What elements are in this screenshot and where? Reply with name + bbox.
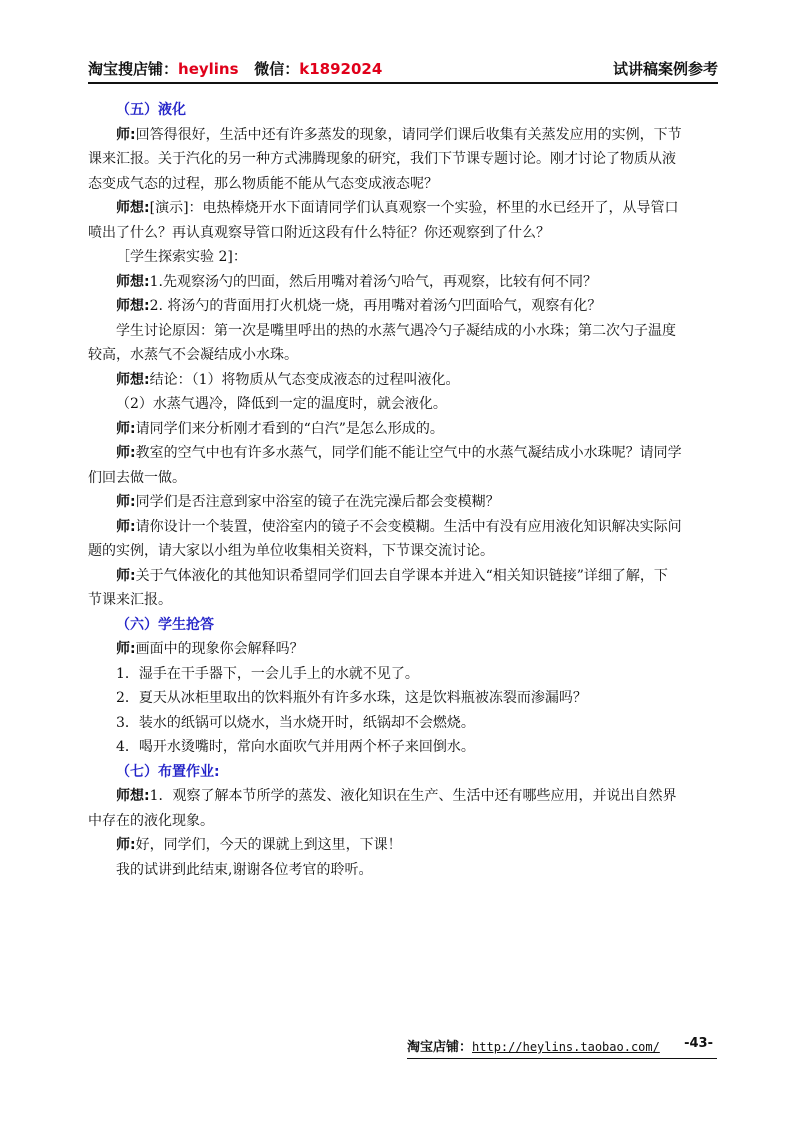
paragraph-cont: 较高，水蒸气不会凝结成小水珠。	[88, 347, 298, 363]
shop-label: 淘宝搜店铺：	[88, 60, 179, 78]
speaker-label: 师想:	[116, 200, 150, 216]
speaker-label: 师:	[116, 126, 136, 143]
paragraph	[88, 637, 718, 662]
page-footer	[407, 1036, 717, 1059]
shop-name: heylins	[178, 60, 239, 78]
section-heading-7: （七）布置作业:	[116, 763, 220, 780]
speaker-label: 师:	[116, 445, 136, 461]
text-line: [演示]：电热棒烧开水下面请同学们认真观察一个实验，杯里的水已经开了，从导管口	[149, 200, 679, 216]
speaker-label: 师:	[116, 837, 136, 853]
text-line: 回答得很好，生活中还有许多蒸发的现象，请同学们课后收集有关蒸发应用的实例，下节	[135, 126, 682, 143]
text-line: 画面中的现象你会解释吗？	[135, 641, 304, 657]
speaker-label: 师:	[116, 494, 136, 510]
text-line: 请你设计一个装置，使浴室内的镜子不会变模糊。生活中有没有应用液化知识解决实际问	[135, 518, 682, 535]
question-item: 1．湿手在干手器下，一会儿手上的水就不见了。	[116, 665, 419, 682]
paragraph	[88, 784, 718, 809]
closing-line: 我的试讲到此结束,谢谢各位考官的聆听。	[116, 861, 373, 878]
speaker-label: 师想:	[116, 788, 150, 804]
paragraph: （2）水蒸气遇冷，降低到一定的温度时，就会液化。	[116, 396, 447, 412]
text-line: 请同学们来分析刚才看到的“白汽”是怎么形成的。	[135, 420, 444, 437]
speaker-label: 师:	[116, 641, 136, 657]
paragraph-cont: 题的实例，请大家以小组为单位收集相关资料，下节课交流讨论。	[88, 543, 494, 559]
paragraph	[88, 417, 718, 442]
header-title: 试讲稿案例参考	[612, 60, 718, 78]
paragraph-cont: 态变成气态的过程，那么物质能不能从气态变成液态呢？	[88, 175, 438, 192]
header-shop-info	[88, 58, 382, 79]
paragraph	[88, 196, 718, 221]
paragraph-cont: 中存在的液化现象。	[88, 812, 214, 829]
text-line: 2. 将汤勺的背面用打火机烧一烧，再用嘴对着汤勺凹面哈气，观察有化？	[149, 298, 602, 314]
text-line: 教室的空气中也有许多水蒸气，同学们能不能让空气中的水蒸气凝结成小水珠呢？请同学	[135, 445, 682, 461]
paragraph: ［学生探索实验 2]：	[116, 249, 247, 265]
document-body	[88, 98, 718, 882]
paragraph	[88, 564, 718, 589]
text-line: 结论：（1）将物质从气态变成液态的过程叫液化。	[149, 371, 460, 388]
page-number: -43-	[684, 1036, 713, 1051]
text-line: 关于气体液化的其他知识希望同学们回去自学课本并进入“相关知识链接”详细了解，下	[135, 567, 668, 584]
speaker-label: 师:	[116, 518, 136, 535]
paragraph	[88, 490, 718, 515]
speaker-label: 师想:	[116, 273, 150, 290]
speaker-label: 师:	[116, 420, 136, 437]
page-header	[88, 58, 718, 84]
paragraph-cont: 节课来汇报。	[88, 592, 172, 608]
paragraph	[88, 441, 718, 466]
footer-label: 淘宝店铺：	[407, 1040, 473, 1055]
question-item: 4．喝开水烫嘴时，常向水面吹气并用两个杯子来回倒水。	[116, 739, 475, 755]
paragraph	[88, 294, 718, 319]
section-heading-5: （五）液化	[116, 102, 186, 118]
shop-url-link[interactable]: http://heylins.taobao.com/	[472, 1040, 660, 1054]
paragraph-cont: 喷出了什么？再认真观察导管口附近这段有什么特征？你还观察到了什么？	[88, 224, 550, 241]
section-heading-6: （六）学生抢答	[116, 616, 214, 633]
paragraph: 学生讨论原因：第一次是嘴里呼出的热的水蒸气遇冷勺子凝结成的小水珠；第二次勺子温度	[116, 322, 676, 339]
paragraph	[88, 123, 718, 148]
speaker-label: 师想:	[116, 371, 150, 388]
wechat-label: 微信：	[254, 60, 300, 78]
speaker-label: 师想:	[116, 298, 150, 314]
text-line: 好，同学们，今天的课就上到这里，下课！	[135, 837, 402, 853]
text-line: 1.先观察汤勺的凹面，然后用嘴对着汤勺哈气，再观察，比较有何不同？	[149, 273, 597, 290]
question-item: 2．夏天从冰柜里取出的饮料瓶外有许多水珠，这是饮料瓶被冻裂而渗漏吗？	[116, 690, 587, 706]
speaker-label: 师:	[116, 567, 136, 584]
paragraph-cont: 课来汇报。关于汽化的另一种方式沸腾现象的研究，我们下节课专题讨论。刚才讨论了物质从液	[88, 151, 676, 167]
question-item: 3．装水的纸锅可以烧水，当水烧开时，纸锅却不会燃烧。	[116, 714, 475, 731]
header-spacer	[239, 60, 255, 78]
paragraph	[88, 368, 718, 393]
paragraph	[88, 833, 718, 858]
text-line: 同学们是否注意到家中浴室的镜子在洗完澡后都会变模糊？	[135, 494, 500, 510]
paragraph	[88, 270, 718, 295]
paragraph-cont: 们回去做一做。	[88, 469, 186, 486]
paragraph	[88, 515, 718, 540]
text-line: 1．观察了解本节所学的蒸发、液化知识在生产、生活中还有哪些应用，并说出自然界	[149, 788, 677, 804]
wechat-id: k1892024	[299, 60, 383, 78]
